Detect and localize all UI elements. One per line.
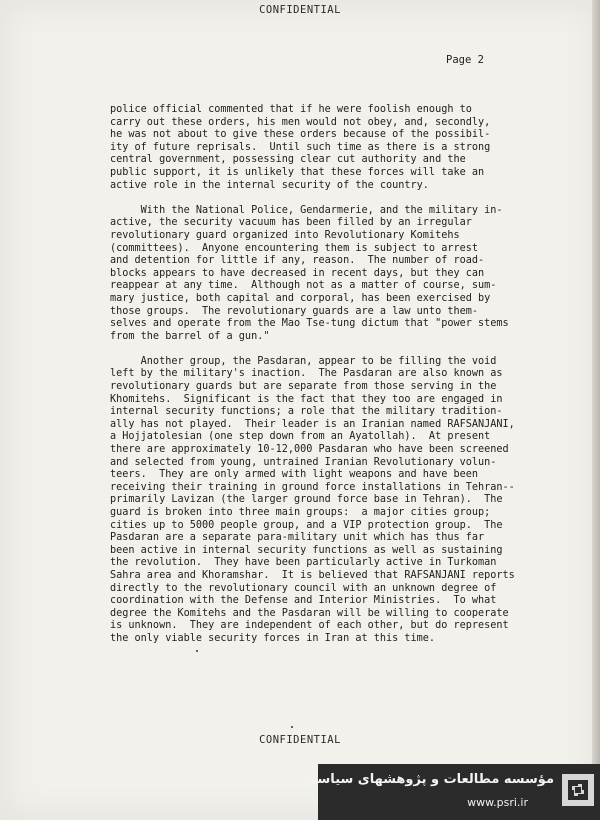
page-number: Page 2 xyxy=(446,54,484,66)
text-line: Another group, the Pasdaran, appear to be filling the void xyxy=(110,355,497,367)
document-body xyxy=(110,104,520,646)
text-line: the revolution. They have been particularly active in Turkoman xyxy=(110,557,497,569)
text-line: carry out these orders, his men would not obey, and, secondly, xyxy=(110,116,491,128)
text-line: coordination with the Defense and Interior Ministries. To what xyxy=(110,595,497,607)
paper-speck xyxy=(196,650,198,652)
text-line: central government, possessing clear cut authority and the xyxy=(110,154,466,166)
text-line: a Hojjatolesian (one step down from an Ayatollah). At present xyxy=(110,431,491,443)
text-line: internal security functions; a role that the military tradition- xyxy=(110,406,503,418)
text-line: public support, it is unlikely that these forces will take an xyxy=(110,166,485,178)
institute-name: مؤسسه مطالعات و پژوهشهای سیاسی xyxy=(304,772,554,787)
institute-url: www.psri.ir xyxy=(467,796,528,809)
text-line: directly to the revolutionary council with an unknown degree of xyxy=(110,582,497,594)
text-line: reappear at any time. Although not as a matter of course, sum- xyxy=(110,280,497,292)
text-line: police official commented that if he were foolish enough to xyxy=(110,104,472,115)
paragraph-3 xyxy=(110,356,520,646)
classification-footer: CONFIDENTIAL xyxy=(259,734,341,746)
text-line: he was not about to give these orders because of the possibil- xyxy=(110,129,491,141)
text-line: is unknown. They are independent of each other, but do represent xyxy=(110,620,509,632)
text-line: the only viable security forces in Iran at this time. xyxy=(110,632,436,644)
text-line: active role in the internal security of the country. xyxy=(110,179,429,191)
paper-speck xyxy=(291,726,293,728)
text-line: blocks appears to have decreased in recent days, but they can xyxy=(110,267,485,279)
text-line: guard is broken into three main groups: a major cities group; xyxy=(110,507,491,518)
text-line: ally has not played. Their leader is an Iranian named RAFSANJANI, xyxy=(110,418,515,430)
text-line: and detention for little if any, reason. The number of road- xyxy=(110,255,485,267)
text-line: mary justice, both capital and corporal, has been exercised by xyxy=(110,292,491,304)
text-line: Khomitehs. Significant is the fact that they too are engaged in xyxy=(110,393,503,405)
text-line: selves and operate from the Mao Tse-tung dictum that "power stems xyxy=(110,318,509,330)
text-line: there are approximately 10-12,000 Pasdaran who have been screened xyxy=(110,444,509,456)
text-line: ity of future reprisals. Until such time as there is a strong xyxy=(110,141,491,153)
text-line: teers. They are only armed with light weapons and have been xyxy=(110,469,479,481)
text-line: degree the Komitehs and the Pasdaran will be willing to cooperate xyxy=(110,607,509,619)
text-line: With the National Police, Gendarmerie, and the military in- xyxy=(110,204,503,216)
text-line: Sahra area and Khoramshar. It is believed that RAFSANJANI reports xyxy=(110,569,515,581)
archive-watermark xyxy=(304,764,600,820)
text-line: those groups. The revolutionary guards are a law unto them- xyxy=(110,305,479,317)
text-line: revolutionary guards but are separate from those serving in the xyxy=(110,381,497,393)
text-line: been active in internal security functions as well as sustaining xyxy=(110,544,503,556)
text-line: revolutionary guard organized into Revolutionary Komitehs xyxy=(110,229,460,241)
institute-logo-icon xyxy=(562,774,594,806)
paragraph-1 xyxy=(110,104,520,192)
text-line: cities up to 5000 people group, and a VIP protection group. The xyxy=(110,519,503,531)
classification-header: CONFIDENTIAL xyxy=(259,4,341,16)
text-line: Pasdaran are a separate para-military unit which has thus far xyxy=(110,532,485,544)
text-line: primarily Lavizan (the larger ground force base in Tehran). The xyxy=(110,494,503,506)
text-line: receiving their training in ground force installations in Tehran-- xyxy=(110,481,515,493)
text-line: active, the security vacuum has been filled by an irregular xyxy=(110,217,472,229)
text-line: left by the military's inaction. The Pasdaran are also known as xyxy=(110,368,503,380)
page-edge xyxy=(592,0,600,820)
text-line: and selected from young, untrained Iranian Revolutionary volun- xyxy=(110,456,497,468)
text-line: from the barrel of a gun." xyxy=(110,330,270,342)
text-line: (committees). Anyone encountering them is subject to arrest xyxy=(110,242,479,254)
paragraph-2 xyxy=(110,205,520,344)
